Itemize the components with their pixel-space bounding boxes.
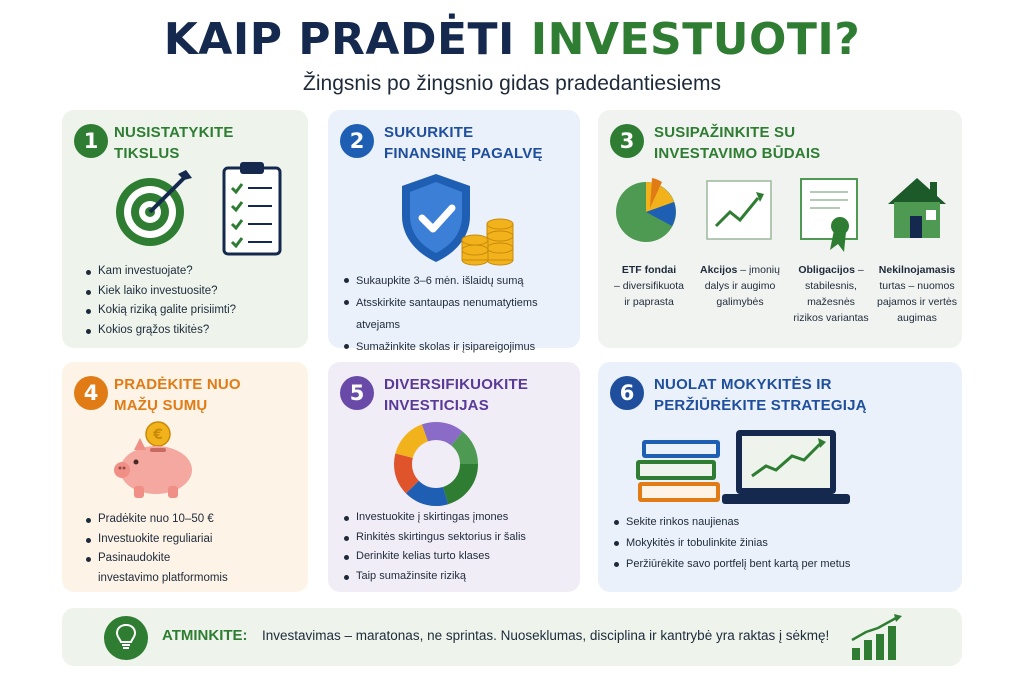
card-title: PRADĖKITE NUO MAŽŲ SUMŲ <box>114 376 241 414</box>
list-item: Atsskirkite santaupas nenumatytiems atvejams <box>342 292 580 336</box>
list-item: Pradėkite nuo 10–50 € <box>84 510 294 530</box>
learning-list <box>612 512 850 575</box>
list-item: Investuokite reguliariai <box>84 530 294 550</box>
card-goals <box>62 110 308 348</box>
card-small-amounts <box>62 362 308 592</box>
lightbulb-icon <box>104 616 148 660</box>
list-item: Mokykitės ir tobulinkite žinias <box>612 533 850 554</box>
svg-text:€: € <box>153 427 163 443</box>
piggy-bank-icon <box>112 420 198 502</box>
type-stocks: Akcijos – įmonių dalys ir augimo galimybės <box>700 264 780 308</box>
list-item: Kokią riziką galite prisiimti? <box>84 301 236 321</box>
list-item: Kam investuojate? <box>84 262 236 282</box>
step-number: 4 <box>74 376 108 410</box>
card-title: NUOLAT MOKYKITĖS IR PERŽIŪRĖKITE STRATEGIJĄ <box>654 376 867 414</box>
card-title: NUSISTATYKITE TIKSLUS <box>114 124 234 162</box>
target-icon <box>112 168 192 248</box>
certificate-icon <box>800 178 858 258</box>
type-real-estate: Nekilnojamasis turtas – nuomos pajamos ir vertės augimas <box>877 264 957 324</box>
list-item: Taip sumažinsite riziką <box>342 567 526 587</box>
reminder-text: Investavimas – maratonas, ne sprintas. Nuoseklumas, disciplina ir kantrybė yra raktas į sėkmę! <box>262 628 830 643</box>
diversify-list <box>342 508 526 586</box>
books-icon <box>634 438 724 504</box>
goals-list <box>84 262 236 340</box>
step-number: 1 <box>74 124 108 158</box>
list-item: Derinkite kelias turto klases <box>342 547 526 567</box>
card-safety-cushion <box>328 110 580 353</box>
list-item: Kokios grąžos tikitės? <box>84 321 236 341</box>
list-item: Sukaupkite 3–6 mėn. išlaidų sumą <box>342 270 580 292</box>
house-icon <box>886 176 948 240</box>
card-investment-types <box>598 110 962 348</box>
donut-chart-icon <box>394 422 478 506</box>
cushion-list <box>342 270 580 358</box>
reminder-label: ATMINKITE: <box>162 627 248 644</box>
pie-chart-icon <box>616 178 680 242</box>
page-subtitle: Žingsnis po žingsnio gidas pradedantiesiems <box>303 72 721 95</box>
list-item: Sekite rinkos naujienas <box>612 512 850 533</box>
type-etf: ETF fondai – diversifikuota ir paprasta <box>613 264 685 308</box>
laptop-chart-icon <box>720 428 852 508</box>
step-number: 6 <box>610 376 644 410</box>
card-keep-learning <box>598 362 962 592</box>
list-item: Peržiūrėkite savo portfelį bent kartą per metus <box>612 554 850 575</box>
list-item: Kiek laiko investuosite? <box>84 282 236 302</box>
title-green: INVESTUOTI? <box>530 14 861 65</box>
list-item: Pasinaudokite investavimo platformomis <box>84 549 234 588</box>
type-bonds: Obligacijos – stabilesnis, mažesnės rizikos variantas <box>793 264 869 324</box>
clipboard-icon <box>222 162 282 256</box>
step-number: 2 <box>340 124 374 158</box>
bar-growth-icon <box>850 614 904 662</box>
growth-chart-icon <box>706 180 772 240</box>
step-number: 5 <box>340 376 374 410</box>
list-item: Rinkitės skirtingus sektorius ir šalis <box>342 528 526 548</box>
step-number: 3 <box>610 124 644 158</box>
card-title: SUKURKITE FINANSINĘ PAGALVĘ <box>384 124 543 162</box>
list-item: Sumažinkite skolas ir įsipareigojimus <box>342 336 580 358</box>
card-diversify <box>328 362 580 592</box>
title-dark: KAIP PRADĖTI <box>163 14 515 65</box>
page-title <box>0 14 1024 66</box>
reminder-banner <box>62 608 962 666</box>
list-item: Investuokite į skirtingas įmones <box>342 508 526 528</box>
card-title: SUSIPAŽINKITE SU INVESTAVIMO BŪDAIS <box>654 124 821 162</box>
coins-icon <box>460 210 514 266</box>
small-amounts-list <box>84 510 294 588</box>
card-title: DIVERSIFIKUOKITE INVESTICIJAS <box>384 376 529 414</box>
